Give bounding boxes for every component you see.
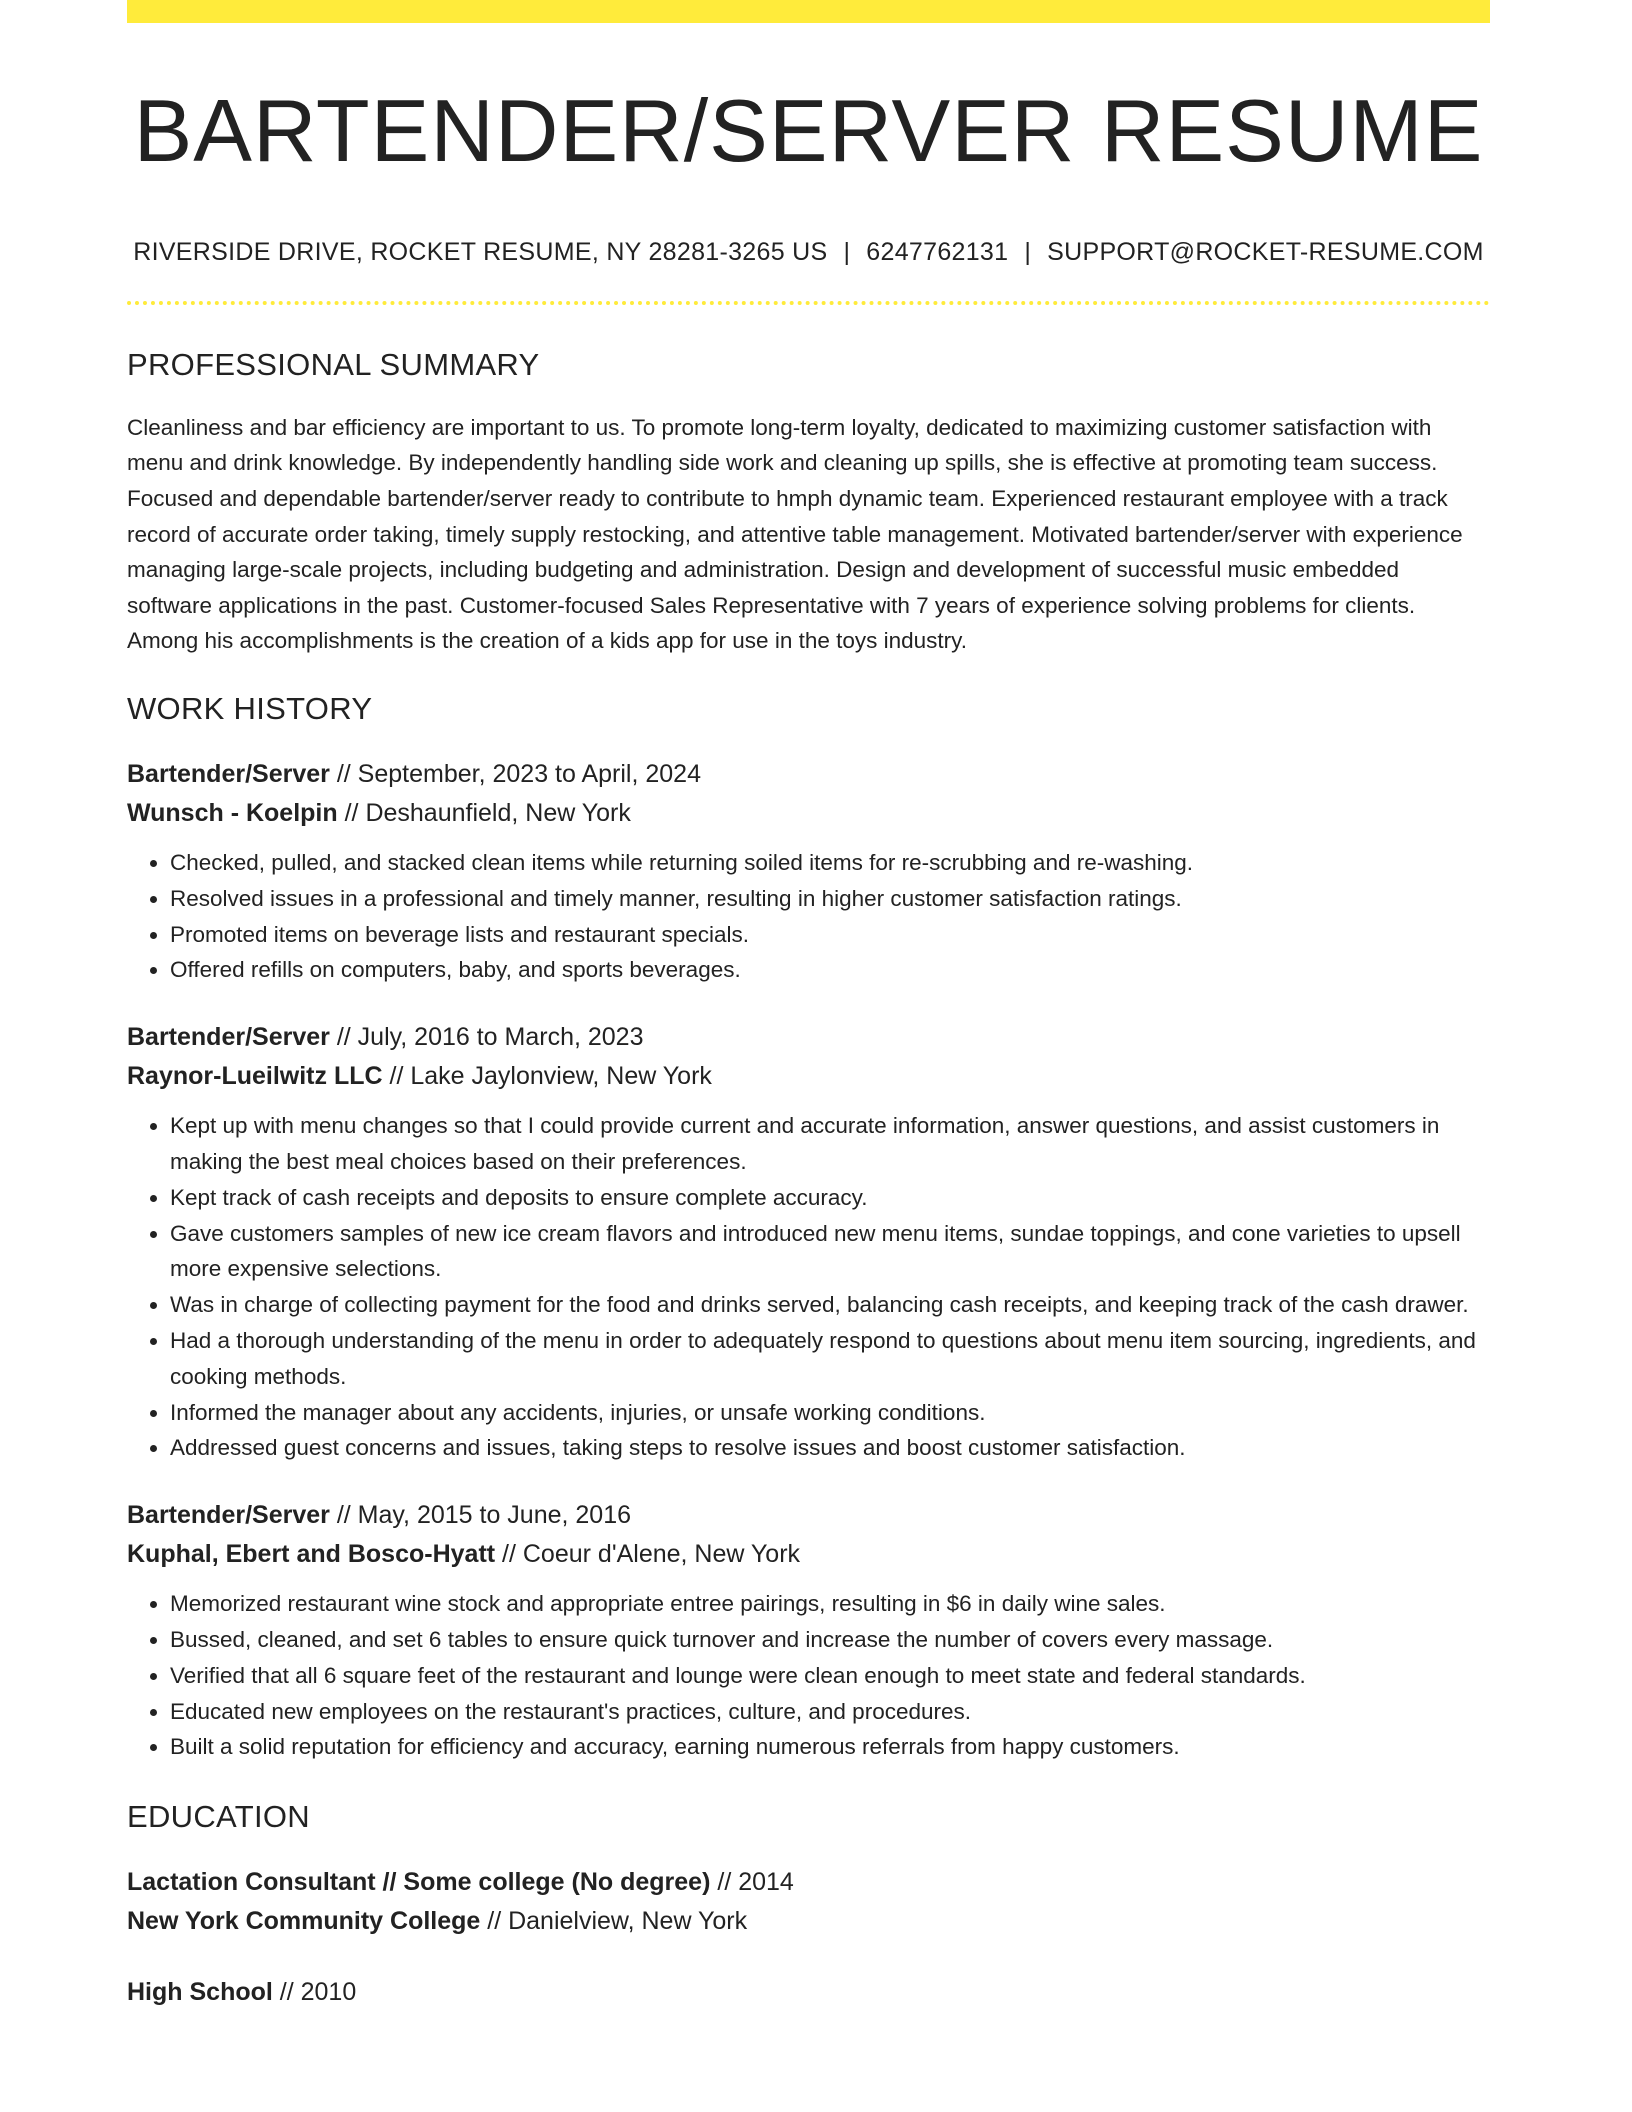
- job-entry: [127, 1018, 1490, 1466]
- duty-item: • Offered refills on computers, baby, and sports beverages.: [170, 952, 1490, 988]
- duty-item: • Informed the manager about any accidents, injuries, or unsafe working conditions.: [170, 1395, 1490, 1431]
- education-year: // 2014: [710, 1868, 794, 1897]
- job-location: // Coeur d'Alene, New York: [495, 1540, 801, 1569]
- job-company: Wunsch - Koelpin: [127, 798, 338, 827]
- accent-top-bar: [127, 0, 1490, 23]
- job-dates: // July, 2016 to March, 2023: [329, 1023, 644, 1052]
- job-company-line: [127, 1535, 1490, 1574]
- job-title: Bartender/Server: [127, 759, 330, 788]
- duty-item: • Educated new employees on the restaurant's practices, culture, and procedures.: [170, 1694, 1490, 1730]
- education-location: // Danielview, New York: [480, 1907, 748, 1936]
- resume-content: [127, 23, 1490, 2012]
- education-degree: Lactation Consultant // Some college (No degree): [127, 1868, 711, 1897]
- education-degree-line: [127, 1863, 1490, 1902]
- contact-separator: |: [1024, 237, 1032, 266]
- job-company: Kuphal, Ebert and Bosco-Hyatt: [127, 1540, 496, 1569]
- contact-line: [127, 238, 1490, 267]
- duty-item: • Built a solid reputation for efficiency and accuracy, earning numerous referrals from happy customers.: [170, 1729, 1490, 1765]
- job-title-line: [127, 755, 1490, 794]
- duty-item: • Was in charge of collecting payment for the food and drinks served, balancing cash receipts, and keeping track of the cash drawer.: [170, 1287, 1490, 1323]
- duty-item: • Bussed, cleaned, and set 6 tables to ensure quick turnover and increase the number of covers every massage.: [170, 1622, 1490, 1658]
- education-degree: High School: [127, 1978, 273, 2007]
- duty-item: • Promoted items on beverage lists and restaurant specials.: [170, 917, 1490, 953]
- job-location: // Lake Jaylonview, New York: [382, 1062, 712, 1091]
- page-title: BARTENDER/SERVER RESUME: [133, 81, 1484, 180]
- job-company-line: [127, 794, 1490, 833]
- duty-item: • Kept up with menu changes so that I could provide current and accurate information, answer questions, and assist customers in making the best meal choices based on their preferences.: [170, 1108, 1490, 1180]
- job-title-line: [127, 1018, 1490, 1057]
- job-title: Bartender/Server: [127, 1501, 330, 1530]
- education-school-line: [127, 1902, 1490, 1941]
- education-entry: [127, 1863, 1490, 1941]
- education-degree-line: [127, 1973, 1490, 2012]
- job-title-line: [127, 1496, 1490, 1535]
- education-year: // 2010: [272, 1978, 357, 2007]
- education-heading: EDUCATION: [127, 1799, 310, 1835]
- job-duties: [127, 1108, 1490, 1466]
- summary-text: Cleanliness and bar efficiency are important to us. To promote long-term loyalty, dedicated to maximizing customer satisfaction with menu and drink knowledge. By independently handling side work and cleaning up spills, she is effective at promoting team success. Focused and dependable bartender/server ready to contribute to hmph dynamic team. Experienced restaurant employee with a track record of accurate order taking, timely supply restocking, and attentive table management. Motivated bartender/server with experience managing large-scale projects, including budgeting and administration. Design and development of successful music embedded software applications in the past. Customer-focused Sales Representative with 7 years of experience solving problems for clients. Among his accomplishments is the creation of a kids app for use in the toys industry.: [127, 414, 1463, 654]
- job-dates: // May, 2015 to June, 2016: [329, 1501, 632, 1530]
- contact-email: SUPPORT@ROCKET-RESUME.COM: [1047, 237, 1484, 266]
- contact-phone: 6247762131: [866, 237, 1009, 266]
- duty-item: • Resolved issues in a professional and timely manner, resulting in higher customer satisfaction ratings.: [170, 881, 1490, 917]
- job-list: [127, 755, 1490, 1765]
- education-entry: [127, 1973, 1490, 2012]
- duty-item: • Verified that all 6 square feet of the restaurant and lounge were clean enough to meet state and federal standards.: [170, 1658, 1490, 1694]
- duty-item: • Addressed guest concerns and issues, taking steps to resolve issues and boost customer satisfaction.: [170, 1430, 1490, 1466]
- job-title: Bartender/Server: [127, 1023, 330, 1052]
- duty-item: • Had a thorough understanding of the menu in order to adequately respond to questions about menu item sourcing, ingredients, and cooking methods.: [170, 1323, 1490, 1395]
- job-duties: [127, 845, 1490, 988]
- dotted-divider: [127, 301, 1490, 305]
- duty-item: • Memorized restaurant wine stock and appropriate entree pairings, resulting in $6 in daily wine sales.: [170, 1586, 1490, 1622]
- contact-address: RIVERSIDE DRIVE, ROCKET RESUME, NY 28281-3265 US: [133, 237, 828, 266]
- contact-separator: |: [843, 237, 851, 266]
- duty-item: • Checked, pulled, and stacked clean items while returning soiled items for re-scrubbing and re-washing.: [170, 845, 1490, 881]
- job-company: Raynor-Lueilwitz LLC: [127, 1062, 383, 1091]
- education-school: New York Community College: [127, 1907, 481, 1936]
- duty-item: • Gave customers samples of new ice cream flavors and introduced new menu items, sundae toppings, and cone varieties to upsell more expensive selections.: [170, 1216, 1490, 1288]
- job-location: // Deshaunfield, New York: [337, 798, 631, 827]
- job-entry: [127, 1496, 1490, 1765]
- job-entry: [127, 755, 1490, 988]
- job-company-line: [127, 1057, 1490, 1096]
- work-history-heading: WORK HISTORY: [127, 690, 373, 726]
- job-dates: // September, 2023 to April, 2024: [329, 759, 701, 788]
- summary-heading: PROFESSIONAL SUMMARY: [127, 346, 540, 382]
- duty-item: • Kept track of cash receipts and deposits to ensure complete accuracy.: [170, 1180, 1490, 1216]
- job-duties: [127, 1586, 1490, 1765]
